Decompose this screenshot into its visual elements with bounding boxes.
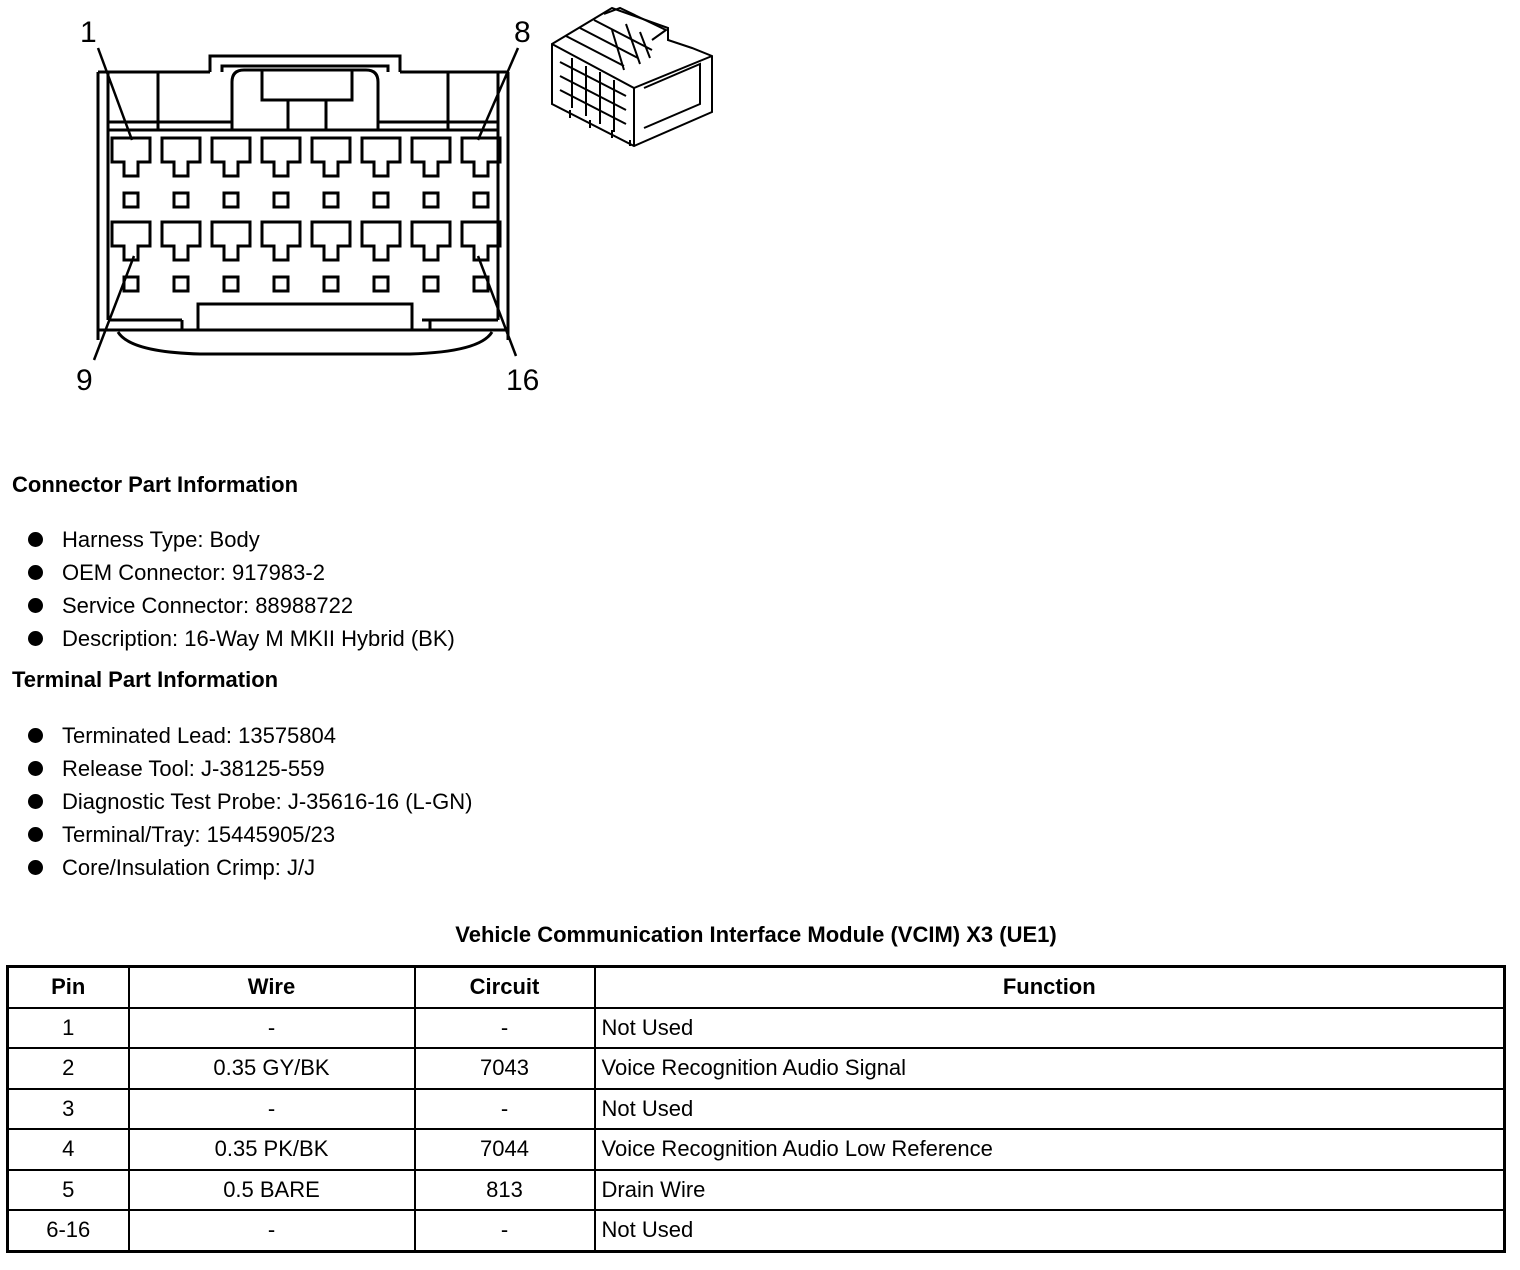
cell-function: Voice Recognition Audio Low Reference bbox=[595, 1129, 1505, 1170]
cell-circuit: - bbox=[415, 1008, 595, 1049]
cell-circuit: 813 bbox=[415, 1170, 595, 1211]
table-row bbox=[8, 1048, 1505, 1089]
cell-pin: 1 bbox=[8, 1008, 129, 1049]
cell-function: Drain Wire bbox=[595, 1170, 1505, 1211]
list-item: Terminated Lead: 13575804 bbox=[28, 719, 472, 752]
terminal-row-lower bbox=[112, 222, 500, 291]
connector-3d-illustration bbox=[552, 8, 712, 146]
cell-circuit: - bbox=[415, 1089, 595, 1130]
table-row bbox=[8, 1129, 1505, 1170]
list-item: Terminal/Tray: 15445905/23 bbox=[28, 818, 472, 851]
cell-pin: 5 bbox=[8, 1170, 129, 1211]
terminal-row-upper bbox=[112, 138, 500, 207]
connector-face bbox=[98, 56, 508, 354]
cell-wire: - bbox=[129, 1210, 415, 1251]
cell-wire: 0.35 GY/BK bbox=[129, 1048, 415, 1089]
cell-wire: 0.35 PK/BK bbox=[129, 1129, 415, 1170]
connector-part-info-title: Connector Part Information bbox=[12, 472, 299, 497]
pin-1-label: 1 bbox=[80, 16, 97, 49]
pin-16-label: 16 bbox=[506, 364, 540, 397]
connector-diagram bbox=[0, 0, 740, 410]
list-item: Harness Type: Body bbox=[28, 523, 455, 556]
cell-wire: - bbox=[129, 1089, 415, 1130]
connector-part-info-list bbox=[28, 523, 455, 655]
cell-pin: 4 bbox=[8, 1129, 129, 1170]
list-item: Release Tool: J-38125-559 bbox=[28, 752, 472, 785]
pinout-table bbox=[6, 965, 1506, 1253]
list-item: Service Connector: 88988722 bbox=[28, 589, 455, 622]
header-circuit: Circuit bbox=[415, 967, 595, 1008]
table-header-row bbox=[8, 967, 1505, 1008]
cell-pin: 6-16 bbox=[8, 1210, 129, 1251]
cell-function: Not Used bbox=[595, 1210, 1505, 1251]
pinout-table-title: Vehicle Communication Interface Module (VCIM) X3 (UE1) bbox=[455, 922, 1057, 947]
cell-function: Voice Recognition Audio Signal bbox=[595, 1048, 1505, 1089]
header-pin: Pin bbox=[8, 967, 129, 1008]
terminal-part-info-list bbox=[28, 719, 472, 884]
cell-function: Not Used bbox=[595, 1008, 1505, 1049]
table-row bbox=[8, 1170, 1505, 1211]
list-item: Diagnostic Test Probe: J-35616-16 (L-GN) bbox=[28, 785, 472, 818]
cell-wire: 0.5 BARE bbox=[129, 1170, 415, 1211]
pin-9-label: 9 bbox=[76, 364, 93, 397]
table-row bbox=[8, 1089, 1505, 1130]
list-item: OEM Connector: 917983-2 bbox=[28, 556, 455, 589]
cell-wire: - bbox=[129, 1008, 415, 1049]
cell-pin: 2 bbox=[8, 1048, 129, 1089]
header-function: Function bbox=[595, 967, 1505, 1008]
list-item: Core/Insulation Crimp: J/J bbox=[28, 851, 472, 884]
terminal-part-info-title: Terminal Part Information bbox=[12, 667, 279, 692]
pin-8-label: 8 bbox=[514, 16, 531, 49]
header-wire: Wire bbox=[129, 967, 415, 1008]
list-item: Description: 16-Way M MKII Hybrid (BK) bbox=[28, 622, 455, 655]
cell-circuit: 7044 bbox=[415, 1129, 595, 1170]
cell-circuit: 7043 bbox=[415, 1048, 595, 1089]
cell-pin: 3 bbox=[8, 1089, 129, 1130]
cell-function: Not Used bbox=[595, 1089, 1505, 1130]
table-row bbox=[8, 1008, 1505, 1049]
table-row bbox=[8, 1210, 1505, 1251]
cell-circuit: - bbox=[415, 1210, 595, 1251]
